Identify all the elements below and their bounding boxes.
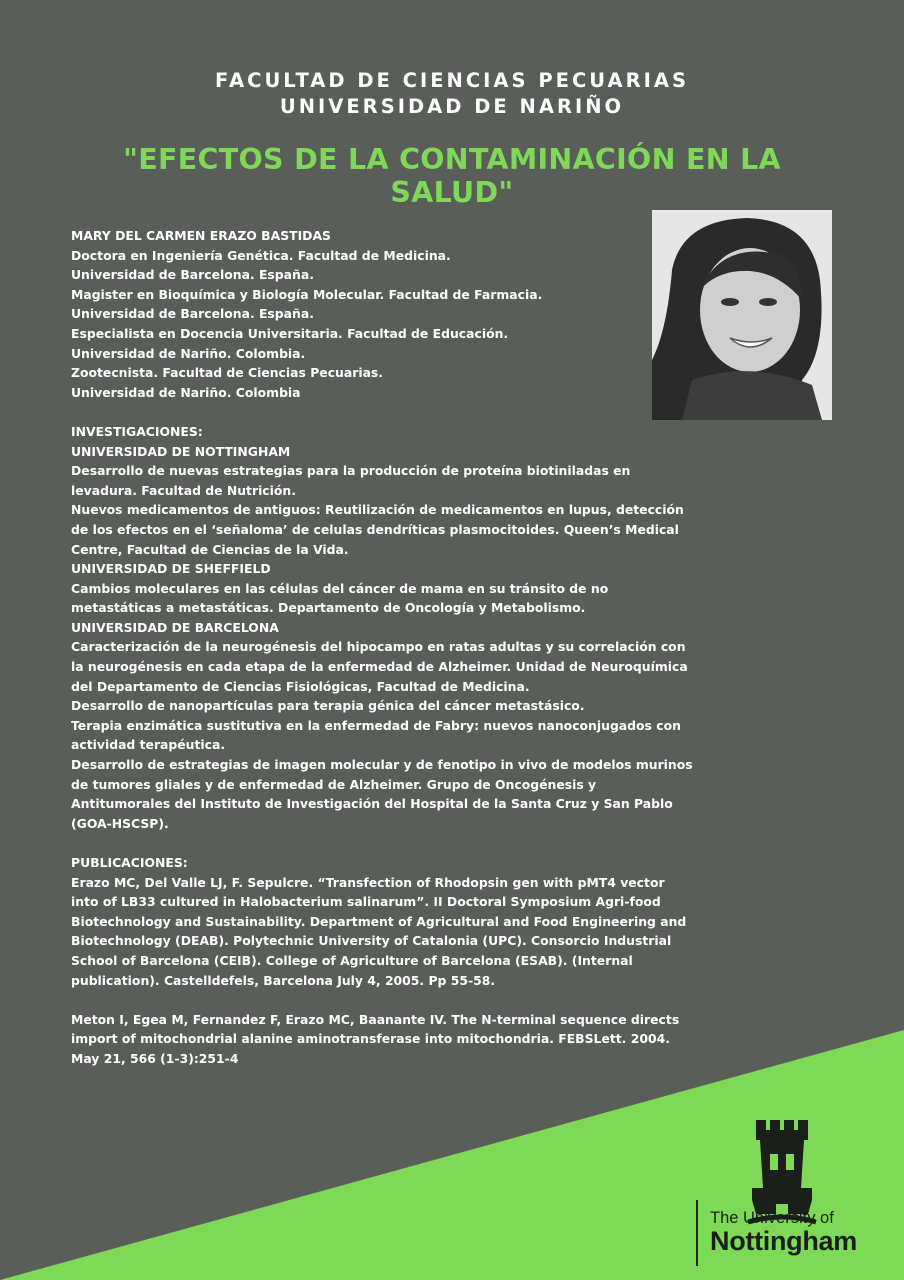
publication-line: publication). Castelldefels, Barcelona July 4, 2005. Pp 55-58. <box>71 972 496 988</box>
research-line: Caracterización de la neurogénesis del hipocampo en ratas adultas y su correlación con <box>71 639 686 655</box>
research-line: Antitumorales del Instituto de Investigación del Hospital de la Santa Cruz y San Pablo <box>71 796 673 812</box>
research-line: metastáticas a metastáticas. Departamento de Oncología y Metabolismo. <box>71 600 586 616</box>
research-line: Nuevos medicamentos de antiguos: Reutilización de medicamentos en lupus, detección <box>71 502 684 518</box>
research-line: levadura. Facultad de Nutrición. <box>71 482 296 498</box>
publication-line: Meton I, Egea M, Fernandez F, Erazo MC, Baanante IV. The N-terminal sequence directs <box>71 1011 680 1027</box>
research-line: Cambios moleculares en las células del cáncer de mama en su tránsito de no <box>71 580 609 596</box>
bio-line: Universidad de Barcelona. España. <box>71 306 314 322</box>
publication-line: May 21, 566 (1-3):251-4 <box>71 1050 239 1066</box>
bio-line: Zootecnista. Facultad de Ciencias Pecuarias. <box>71 365 384 381</box>
sheffield-heading: UNIVERSIDAD DE SHEFFIELD <box>71 561 271 577</box>
bio-line: Universidad de Nariño. Colombia. <box>71 345 306 361</box>
publication-line: into of LB33 cultured in Halobacterium salinarum”. II Doctoral Symposium Agri-food <box>71 894 661 910</box>
talk-title <box>40 143 864 209</box>
research-line: la neurogénesis en cada etapa de la enfermedad de Alzheimer. Unidad de Neuroquímica <box>71 659 688 675</box>
research-line: (GOA-HSCSP). <box>71 815 169 831</box>
research-line: de tumores gliales y de enfermedad de Alzheimer. Grupo de Oncogénesis y <box>71 776 597 792</box>
research-line: de los efectos en el ‘señaloma’ de celulas dendríticas plasmocitoides. Queen’s Medical <box>71 521 679 537</box>
faculty-header <box>0 68 904 120</box>
speaker-cv <box>71 226 761 1069</box>
research-line: Desarrollo de nanopartículas para terapia génica del cáncer metastásico. <box>71 698 585 714</box>
faculty-name: FACULTAD DE CIENCIAS PECUARIAS <box>214 69 690 92</box>
research-line: Desarrollo de nuevas estrategias para la producción de proteína biotiniladas en <box>71 463 631 479</box>
publicaciones-heading: PUBLICACIONES: <box>71 855 188 870</box>
research-line: Desarrollo de estrategias de imagen molecular y de fenotipo in vivo de modelos murinos <box>71 757 693 773</box>
bio-line: Universidad de Barcelona. España. <box>71 267 314 283</box>
barcelona-heading: UNIVERSIDAD DE BARCELONA <box>71 619 279 635</box>
logo-text-university-of: The University of <box>710 1209 834 1227</box>
publication-line: Biotechnology (DEAB). Polytechnic University of Catalonia (UPC). Consorcio Industrial <box>71 933 672 949</box>
publication-line: School of Barcelona (CEIB). College of Agriculture of Barcelona (ESAB). (Internal <box>71 952 633 968</box>
bio-line: Especialista en Docencia Universitaria. Facultad de Educación. <box>71 325 509 341</box>
speaker-name: MARY DEL CARMEN ERAZO BASTIDAS <box>71 228 331 243</box>
talk-title-line2: SALUD" <box>390 176 514 209</box>
bio-line: Universidad de Nariño. Colombia <box>71 384 301 400</box>
research-line: Terapia enzimática sustitutiva en la enfermedad de Fabry: nuevos nanoconjugados con <box>71 717 681 733</box>
research-line: actividad terapéutica. <box>71 737 226 753</box>
logo-divider <box>696 1200 698 1266</box>
research-line: Centre, Facultad de Ciencias de la Vida. <box>71 541 349 557</box>
bio-line: Doctora en Ingeniería Genética. Facultad de Medicina. <box>71 247 451 263</box>
logo-text-nottingham: Nottingham <box>710 1226 857 1256</box>
bio-line: Magister en Bioquímica y Biología Molecular. Facultad de Farmacia. <box>71 286 543 302</box>
talk-title-line1: "EFECTOS DE LA CONTAMINACIÓN EN LA <box>123 143 781 176</box>
nottingham-heading: UNIVERSIDAD DE NOTTINGHAM <box>71 443 291 459</box>
publication-line: import of mitochondrial alanine aminotransferase into mitochondria. FEBSLett. 2004. <box>71 1031 670 1047</box>
publication-line: Biotechnology and Sustainability. Department of Agricultural and Food Engineering and <box>71 913 687 929</box>
research-line: del Departamento de Ciencias Fisiológicas, Facultad de Medicina. <box>71 678 530 694</box>
publication-line: Erazo MC, Del Valle LJ, F. Sepulcre. “Transfection of Rhodopsin gen with pMT4 vector <box>71 874 665 890</box>
investigaciones-heading: INVESTIGACIONES: <box>71 423 203 439</box>
university-name: UNIVERSIDAD DE NARIÑO <box>279 95 625 118</box>
